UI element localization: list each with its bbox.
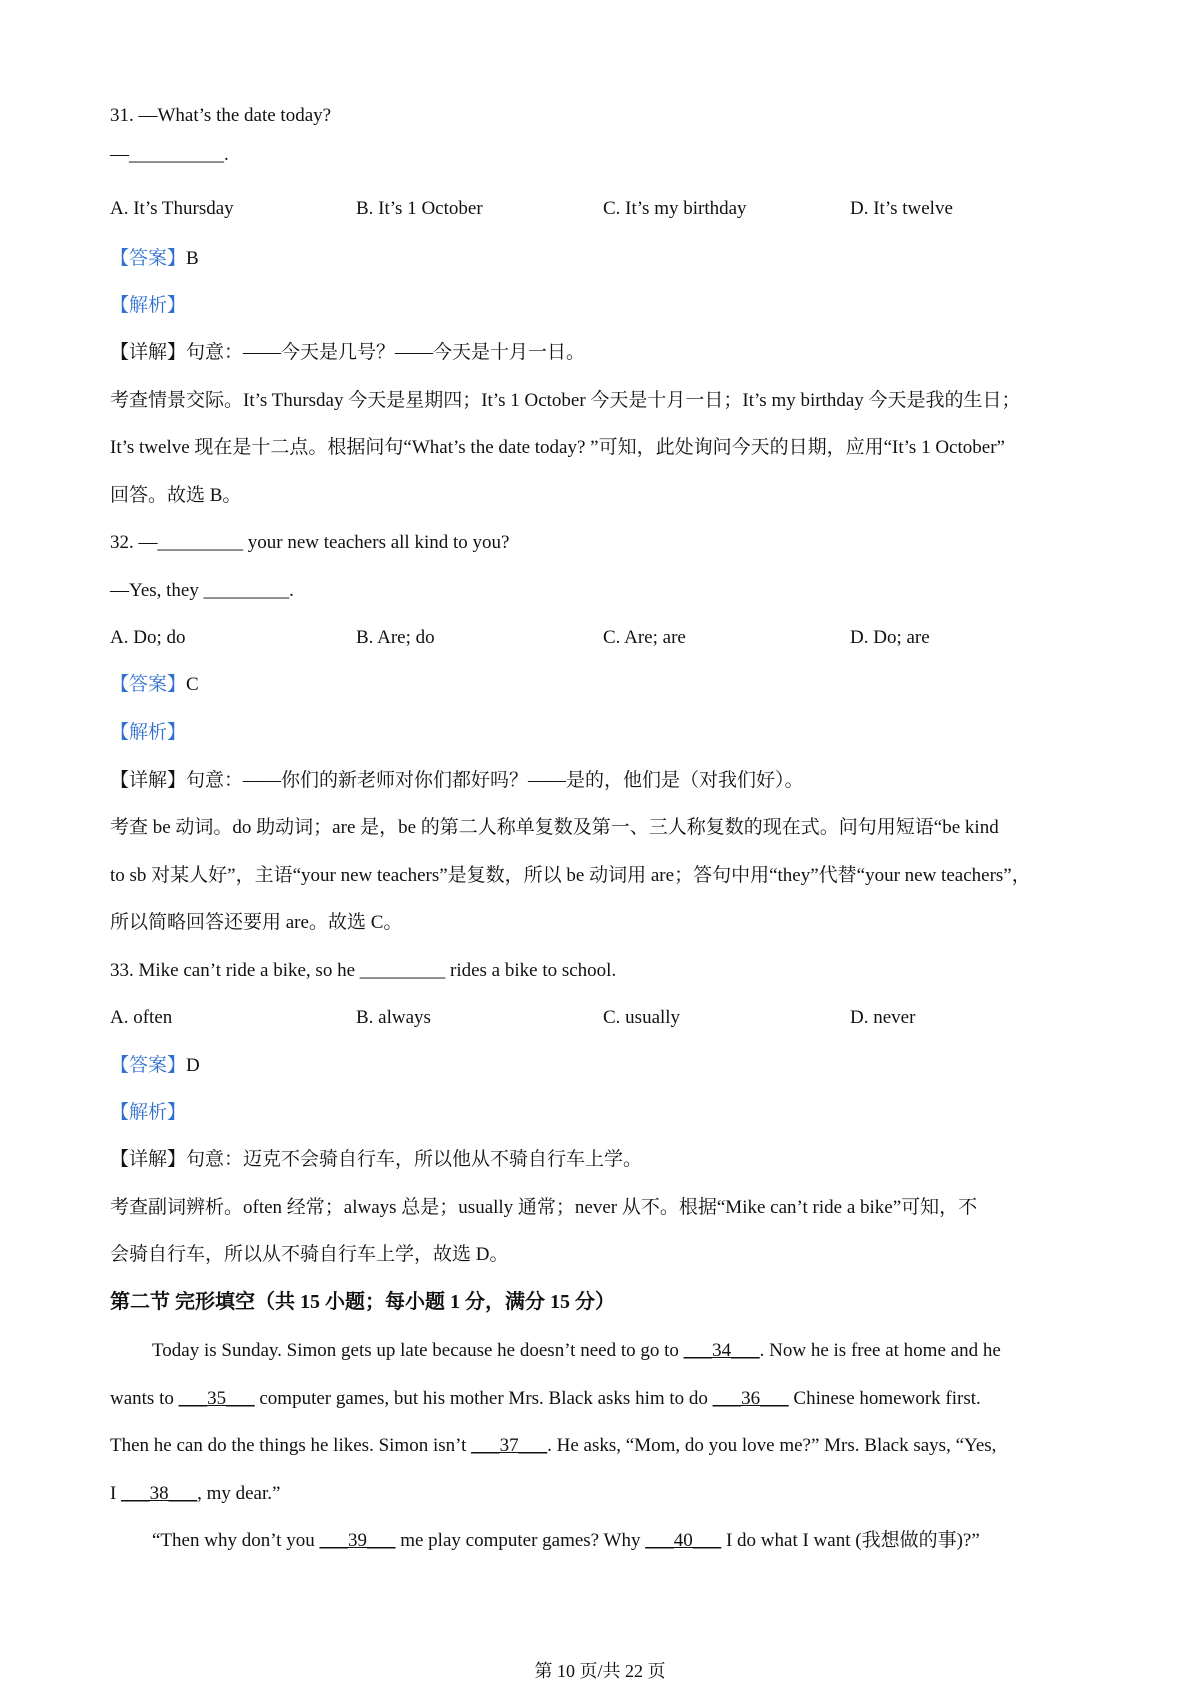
passage-text: I do what I want (我想做的事)?”: [721, 1530, 980, 1551]
passage-text: I: [110, 1483, 122, 1504]
section-title: 第二节 完形填空（共 15 小题；每小题 1 分，满分 15 分）: [110, 1291, 615, 1313]
q32-option-b: B. Are; do: [356, 627, 435, 648]
q31-stem: 31. —What’s the date today?: [110, 105, 332, 126]
cloze-blank-37: ___37___: [471, 1435, 548, 1456]
q32-reply: —Yes, they _________.: [110, 580, 294, 601]
cloze-blank-40: ___40___: [645, 1530, 722, 1551]
answer-tag: 【答案】: [110, 248, 187, 269]
detail-text: 句意：——你们的新老师对你们都好吗？——是的，他们是（对我们好）。: [186, 770, 804, 791]
passage-line: [110, 1389, 981, 1408]
passage-text: Today is Sunday. Simon gets up late because he doesn’t need to go to: [152, 1340, 684, 1361]
q33-option-c: C. usually: [603, 1007, 681, 1028]
detail-tag: 【详解】: [110, 770, 187, 791]
q32-analysis-tag: 【解析】: [110, 722, 187, 743]
answer-value: C: [186, 674, 199, 695]
cloze-blank-38: ___38___: [121, 1483, 198, 1504]
q31-option-c: C. It’s my birthday: [603, 198, 747, 219]
page-footer: 第 10 页/共 22 页: [534, 1661, 666, 1681]
q33-option-b: B. always: [356, 1007, 431, 1028]
q31-blank: —__________.: [110, 144, 229, 165]
passage-text: me play computer games? Why: [395, 1530, 646, 1551]
q32-option-c: C. Are; are: [603, 627, 686, 648]
passage-line: [110, 1436, 996, 1455]
passage-text: “Then why don’t you: [152, 1530, 320, 1551]
q31-option-a: A. It’s Thursday: [110, 198, 234, 219]
cloze-blank-39: ___39___: [319, 1530, 396, 1551]
q33-detail: [110, 1150, 642, 1169]
detail-text: 句意：——今天是几号？——今天是十月一日。: [186, 342, 586, 363]
q31-explain-line: 考查情景交际。It’s Thursday 今天是星期四；It’s 1 October 今天是十月一日；It’s my birthday 今天是我的生日；: [110, 390, 1021, 411]
q31-explain-line: It’s twelve 现在是十二点。根据问句“What’s the date today? ”可知，此处询问今天的日期，应用“It’s 1 October”: [110, 437, 1005, 458]
q33-option-d: D. never: [850, 1007, 916, 1028]
passage-line: [152, 1531, 980, 1550]
detail-tag: 【详解】: [110, 342, 187, 363]
q31-option-d: D. It’s twelve: [850, 198, 953, 219]
passage-text: , my dear.”: [197, 1483, 281, 1504]
q33-stem: 33. Mike can’t ride a bike, so he _________ rides a bike to school.: [110, 960, 617, 981]
q32-answer: [110, 675, 199, 694]
passage-text: Then he can do the things he likes. Simon isn’t: [110, 1435, 472, 1456]
q32-option-d: D. Do; are: [850, 627, 930, 648]
q31-option-b: B. It’s 1 October: [356, 198, 483, 219]
answer-value: D: [186, 1055, 200, 1076]
passage-text: Chinese homework first.: [788, 1388, 981, 1409]
passage-line: [152, 1341, 1001, 1360]
detail-tag: 【详解】: [110, 1149, 187, 1170]
q31-detail: [110, 343, 585, 362]
q33-option-a: A. often: [110, 1007, 173, 1028]
q33-analysis-tag: 【解析】: [110, 1102, 187, 1123]
q32-explain-line: 考查 be 动词。do 助动词；are 是，be 的第二人称单复数及第一、三人称复数的现在式。问句用短语“be kind: [110, 817, 999, 838]
q31-answer: [110, 249, 199, 268]
answer-tag: 【答案】: [110, 1055, 187, 1076]
answer-value: B: [186, 248, 199, 269]
q31-explain-line: 回答。故选 B。: [110, 485, 242, 506]
q31-analysis-tag: 【解析】: [110, 295, 187, 316]
cloze-blank-35: ___35___: [178, 1388, 255, 1409]
passage-text: . He asks, “Mom, do you love me?” Mrs. Black says, “Yes,: [547, 1435, 997, 1456]
cloze-blank-34: ___34___: [683, 1340, 760, 1361]
detail-text: 句意：迈克不会骑自行车，所以他从不骑自行车上学。: [186, 1149, 643, 1170]
q32-detail: [110, 771, 804, 790]
passage-text: wants to: [110, 1388, 179, 1409]
q32-explain-line: 所以简略回答还要用 are。故选 C。: [110, 912, 403, 933]
q32-explain-line: to sb 对某人好”，主语“your new teachers”是复数，所以 be 动词用 are；答句中用“they”代替“your new teachers”，: [110, 865, 1031, 886]
cloze-blank-36: ___36___: [712, 1388, 789, 1409]
q33-answer: [110, 1056, 200, 1075]
q33-explain-line: 考查副词辨析。often 经常；always 总是；usually 通常；never 从不。根据“Mike can’t ride a bike”可知，不: [110, 1197, 978, 1218]
q32-option-a: A. Do; do: [110, 627, 186, 648]
q33-explain-line: 会骑自行车，所以从不骑自行车上学，故选 D。: [110, 1244, 509, 1265]
passage-line: [110, 1484, 280, 1503]
q32-stem: 32. —_________ your new teachers all kind to you?: [110, 532, 510, 553]
answer-tag: 【答案】: [110, 674, 187, 695]
passage-text: computer games, but his mother Mrs. Black asks him to do: [254, 1388, 713, 1409]
passage-text: . Now he is free at home and he: [759, 1340, 1001, 1361]
